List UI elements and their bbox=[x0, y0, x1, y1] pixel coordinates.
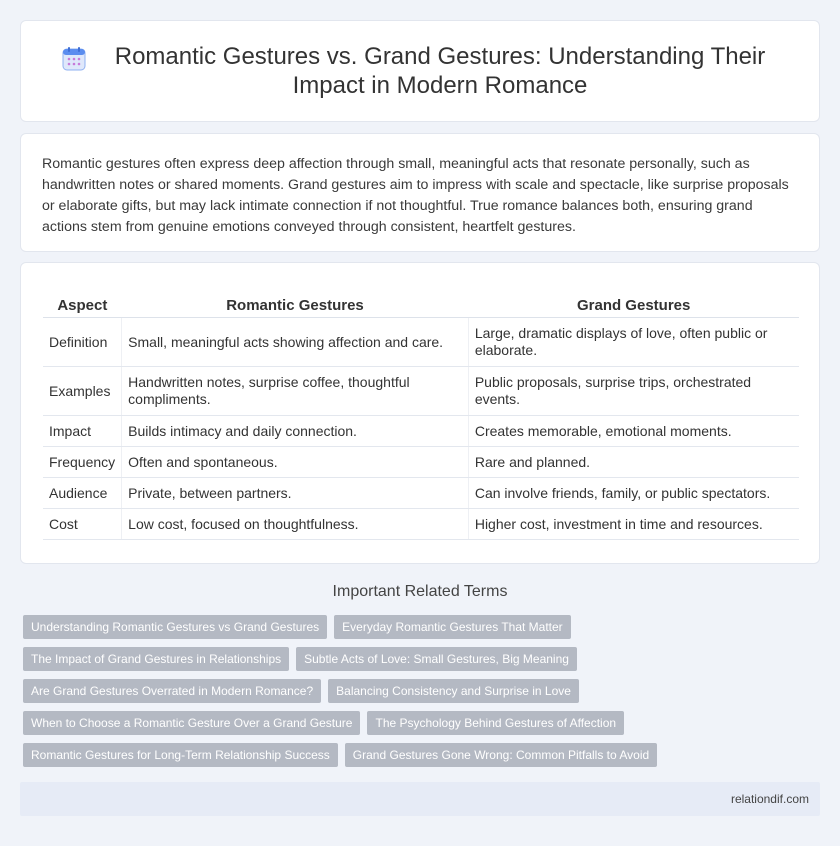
cell-aspect: Frequency bbox=[43, 447, 122, 478]
comparison-table bbox=[43, 291, 799, 540]
cell-grand: Public proposals, surprise trips, orchestrated events. bbox=[468, 367, 799, 416]
table-row bbox=[43, 367, 799, 416]
table-row bbox=[43, 509, 799, 540]
related-term-link[interactable]: Balancing Consistency and Surprise in Love bbox=[328, 679, 579, 703]
cell-grand: Higher cost, investment in time and resources. bbox=[468, 509, 799, 540]
cell-romantic: Builds intimacy and daily connection. bbox=[122, 416, 469, 447]
related-term-link[interactable]: Subtle Acts of Love: Small Gestures, Big Meaning bbox=[296, 647, 577, 671]
header-inner bbox=[61, 42, 779, 100]
tag-row bbox=[23, 615, 823, 639]
cell-romantic: Often and spontaneous. bbox=[122, 447, 469, 478]
cell-aspect: Impact bbox=[43, 416, 122, 447]
table-row bbox=[43, 447, 799, 478]
table-header-row bbox=[43, 291, 799, 318]
cell-romantic: Private, between partners. bbox=[122, 478, 469, 509]
related-term-link[interactable]: Grand Gestures Gone Wrong: Common Pitfalls to Avoid bbox=[345, 743, 657, 767]
footer bbox=[20, 782, 820, 816]
cell-aspect: Examples bbox=[43, 367, 122, 416]
tag-row bbox=[23, 743, 823, 767]
related-term-link[interactable]: Are Grand Gestures Overrated in Modern Romance? bbox=[23, 679, 321, 703]
tag-row bbox=[23, 647, 823, 671]
header-grand-gestures: Grand Gestures bbox=[468, 291, 799, 318]
header-card bbox=[20, 20, 820, 122]
related-term-link[interactable]: Everyday Romantic Gestures That Matter bbox=[334, 615, 571, 639]
cell-grand: Can involve friends, family, or public spectators. bbox=[468, 478, 799, 509]
table-row bbox=[43, 478, 799, 509]
cell-aspect: Cost bbox=[43, 509, 122, 540]
page-title: Romantic Gestures vs. Grand Gestures: Understanding Their Impact in Modern Romance bbox=[114, 43, 766, 99]
intro-text: Romantic gestures often express deep affection through small, meaningful acts that resonate personally, such as handwritten notes or shared moments. Grand gestures aim to impress with scale and spectacle, like surprise proposals or elaborate gifts, but may lack intimate connection if not thoughtful. True romance balances both, ensuring grand actions stem from genuine emotions conveyed through consistent, heartfelt gestures. bbox=[42, 156, 789, 235]
related-term-link[interactable]: When to Choose a Romantic Gesture Over a Grand Gesture bbox=[23, 711, 360, 735]
tag-row bbox=[23, 679, 823, 703]
related-term-link[interactable]: Romantic Gestures for Long-Term Relationship Success bbox=[23, 743, 338, 767]
intro-card bbox=[20, 133, 820, 252]
cell-grand: Rare and planned. bbox=[468, 447, 799, 478]
table-row bbox=[43, 416, 799, 447]
cell-aspect: Definition bbox=[43, 318, 122, 367]
cell-aspect: Audience bbox=[43, 478, 122, 509]
calendar-icon bbox=[61, 46, 87, 72]
related-terms-title: Important Related Terms bbox=[332, 583, 508, 600]
related-terms-list bbox=[23, 615, 823, 775]
related-term-link[interactable]: The Psychology Behind Gestures of Affection bbox=[367, 711, 624, 735]
related-term-link[interactable]: Understanding Romantic Gestures vs Grand Gestures bbox=[23, 615, 327, 639]
comparison-table-card bbox=[20, 262, 820, 564]
cell-romantic: Handwritten notes, surprise coffee, thoughtful compliments. bbox=[122, 367, 469, 416]
header-romantic-gestures: Romantic Gestures bbox=[122, 291, 469, 318]
cell-grand: Creates memorable, emotional moments. bbox=[468, 416, 799, 447]
cell-romantic: Low cost, focused on thoughtfulness. bbox=[122, 509, 469, 540]
tag-row bbox=[23, 711, 823, 735]
cell-grand: Large, dramatic displays of love, often public or elaborate. bbox=[468, 318, 799, 367]
header-aspect: Aspect bbox=[43, 291, 122, 318]
table-row bbox=[43, 318, 799, 367]
footer-site[interactable]: relationdif.com bbox=[730, 792, 809, 806]
cell-romantic: Small, meaningful acts showing affection and care. bbox=[122, 318, 469, 367]
related-term-link[interactable]: The Impact of Grand Gestures in Relationships bbox=[23, 647, 289, 671]
